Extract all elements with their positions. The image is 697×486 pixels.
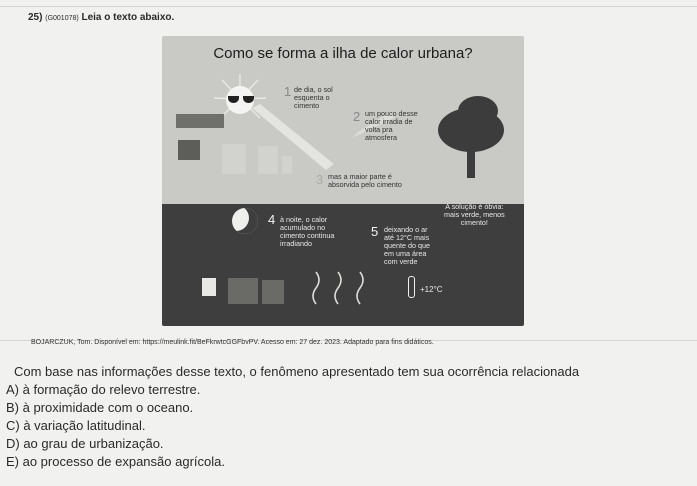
building-icon — [282, 156, 292, 174]
heat-wave-icons — [302, 262, 382, 308]
step-5-text: deixando o ar até 12°C mais quente do que em uma área com verde — [384, 225, 430, 266]
building-icon — [228, 278, 258, 304]
question-header — [28, 12, 174, 23]
building-icon — [262, 280, 284, 304]
source-citation: BOJARCZUK, Tom. Disponível em: https://meulink.fit/BeFkrwtcGGFbvPV. Acesso em: 27 dez. 2023. Adaptado para fins didáticos. — [31, 339, 434, 346]
step-2-text: um pouco desse calor irradia de volta pra atmosfera — [365, 109, 418, 142]
step-3-text: mas a maior parte é absorvida pelo cimento — [328, 172, 402, 189]
question-code: (G001078) — [45, 15, 79, 22]
building-icon — [258, 146, 278, 174]
question-text: Com base nas informações desse texto, o fenômeno apresentado tem sua ocorrência relacionada — [14, 364, 580, 379]
option-b[interactable]: B) à proximidade com o oceano. — [6, 400, 194, 415]
step-2-number: 2 — [353, 109, 361, 124]
option-e[interactable]: E) ao processo de expansão agrícola. — [6, 454, 225, 469]
thermometer-icon — [408, 276, 415, 298]
temperature-label: +12°C — [420, 285, 443, 294]
step-3-number: 3 — [316, 172, 324, 187]
solution-text: A solução é óbvia: mais verde, menos cimento! — [444, 202, 505, 227]
roof-icon — [176, 114, 224, 128]
building-icon — [222, 144, 246, 174]
tree-crown-top — [458, 96, 498, 126]
sunglasses-icon — [228, 96, 254, 103]
instruction-text: Leia o texto abaixo. — [81, 12, 175, 23]
ruled-line — [0, 6, 697, 7]
step-1-text: de dia, o sol esquenta o cimento — [294, 85, 333, 110]
moon-icon — [232, 208, 258, 234]
step-1-number: 1 — [284, 84, 292, 99]
building-icon — [202, 278, 216, 296]
heat-island-infographic — [162, 36, 524, 326]
step-5-number: 5 — [371, 224, 379, 239]
tree-trunk — [467, 146, 475, 178]
question-number: 25) — [28, 12, 43, 23]
infographic-title: Como se forma a ilha de calor urbana? — [213, 45, 473, 62]
step-4-number: 4 — [268, 212, 276, 227]
option-c[interactable]: C) à variação latitudinal. — [6, 418, 146, 433]
building-icon — [178, 140, 200, 160]
option-d[interactable]: D) ao grau de urbanização. — [6, 436, 164, 451]
step-4-text: à noite, o calor acumulado no cimento continua irradiando — [280, 215, 335, 248]
option-a[interactable]: A) à formação do relevo terrestre. — [6, 382, 201, 397]
